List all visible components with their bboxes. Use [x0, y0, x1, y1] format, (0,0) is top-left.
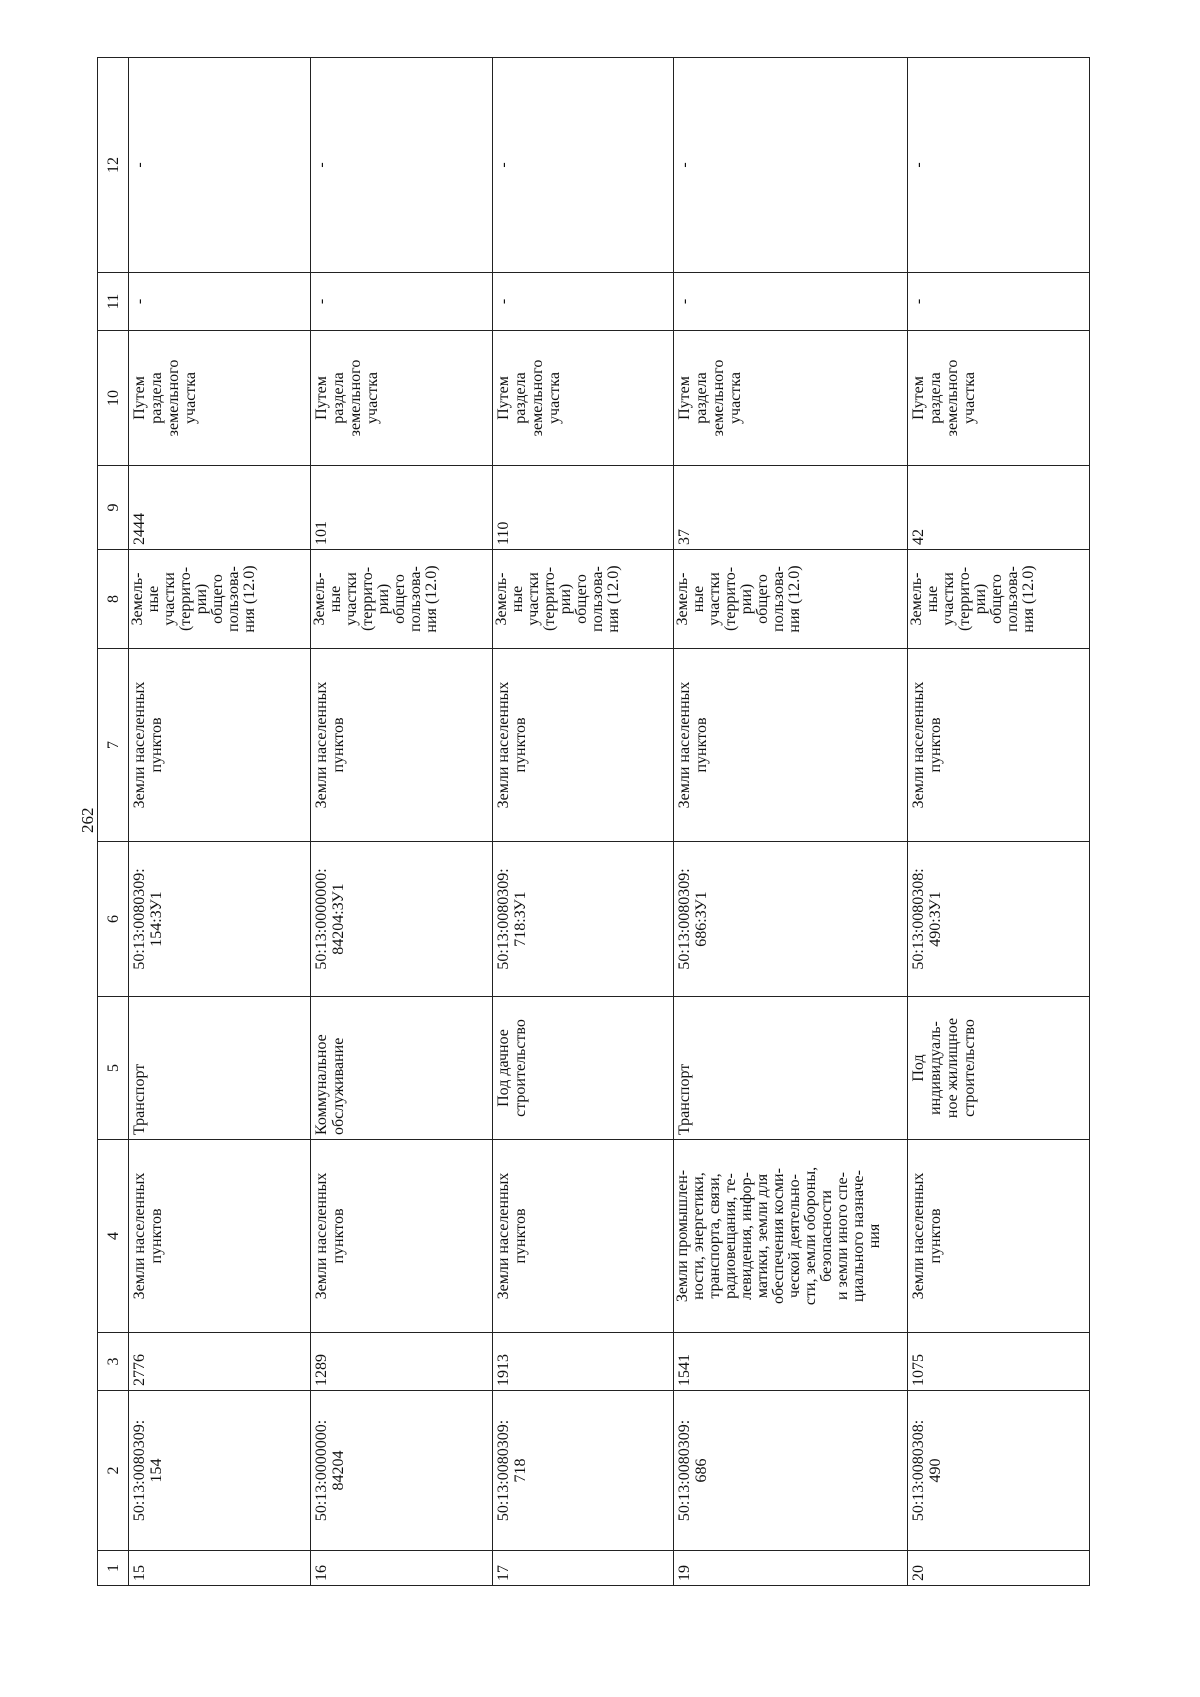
- new-use-cell: [674, 550, 908, 649]
- formation-method-cell: [492, 331, 674, 466]
- permitted-use-cell: [908, 997, 1090, 1140]
- header-cell-4: 4: [98, 1140, 129, 1333]
- new-area-cell: [310, 466, 492, 550]
- header-cell-10: 10: [98, 331, 129, 466]
- new-plot-number-cell: [492, 842, 674, 997]
- row-number: 17: [494, 1565, 512, 1581]
- cadastral-number: 50:13:0080309: 718: [494, 1419, 529, 1522]
- header-cell-11: 11: [98, 273, 129, 331]
- col12-cell: [310, 58, 492, 273]
- land-category: Земли населенных пунктов: [312, 1172, 347, 1300]
- land-category: Земли населенных пунктов: [494, 1172, 529, 1300]
- new-use: Земель- ные участки (террито- рии) общего пользова- ния (12.0): [492, 565, 622, 633]
- new-category: Земли населенных пунктов: [910, 681, 945, 809]
- land-category-cell: [674, 1140, 908, 1333]
- new-plot-number: 50:13:0080309: 686:ЗУ1: [676, 868, 711, 970]
- new-use: Земель- ные участки (террито- рии) общего пользова- ния (12.0): [908, 565, 1038, 633]
- col11-cell: [129, 273, 311, 331]
- new-use: Земель- ные участки (террито- рии) общего пользова- ния (12.0): [129, 565, 258, 633]
- rotated-table-wrapper: [97, 58, 1090, 1586]
- land-category: Земли промышлен- ности, энергетики, транспорта, связи, радиовещания, те- левидения, инфор- матики, земли для обеспечения косми- ческой деятельно- сти, земли обороны, безопасности и земли иного спе- циального назначе- ния: [674, 1166, 884, 1306]
- col11-value: -: [131, 298, 148, 305]
- new-area: 37: [676, 529, 694, 545]
- permitted-use: Коммунальное обслуживание: [312, 1034, 347, 1135]
- cadastral-number: 50:13:0000000: 84204: [312, 1419, 347, 1522]
- row-number-cell: [129, 1551, 311, 1586]
- land-category-cell: [129, 1140, 311, 1333]
- row-number: 19: [676, 1565, 694, 1581]
- row-number-cell: [908, 1551, 1090, 1586]
- cadastral-number: 50:13:0080309: 686: [676, 1419, 711, 1522]
- permitted-use-cell: [129, 997, 311, 1140]
- header-cell-2: 2: [98, 1391, 129, 1551]
- cadastral-number: 50:13:0080309: 154: [131, 1419, 165, 1522]
- permitted-use: Под дачное строительство: [494, 1019, 529, 1117]
- col12-value: -: [131, 162, 148, 168]
- header-cell-8: 8: [98, 550, 129, 649]
- col11-value: -: [494, 298, 512, 305]
- new-area-cell: [674, 466, 908, 550]
- col12-value: -: [494, 162, 512, 168]
- new-plot-number: 50:13:0000000: 84204:ЗУ1: [312, 868, 347, 970]
- cadastral-number-cell: [908, 1391, 1090, 1551]
- table-row: [129, 58, 311, 1586]
- col11-value: -: [910, 298, 928, 305]
- permitted-use-cell: [492, 997, 674, 1140]
- page-number: 262: [78, 807, 97, 833]
- header-cell-9: 9: [98, 466, 129, 550]
- formation-method: Путем раздела земельного участка: [131, 359, 199, 437]
- header-cell-7: 7: [98, 649, 129, 842]
- permitted-use: Транспорт: [131, 1063, 148, 1135]
- new-area: 2444: [131, 513, 148, 545]
- new-area-cell: [129, 466, 311, 550]
- area-cell: [492, 1333, 674, 1391]
- col11-cell: [310, 273, 492, 331]
- new-area: 42: [910, 529, 928, 545]
- cadastral-number-cell: [492, 1391, 674, 1551]
- new-area-cell: [908, 466, 1090, 550]
- formation-method-cell: [310, 331, 492, 466]
- permitted-use: Под индивидуаль- ное жилищное строительство: [910, 1017, 979, 1119]
- new-plot-number: 50:13:0080309: 718:ЗУ1: [494, 868, 529, 970]
- land-category-cell: [908, 1140, 1090, 1333]
- header-cell-1: 1: [98, 1551, 129, 1586]
- cadastral-number-cell: [674, 1391, 908, 1551]
- new-category: Земли населенных пунктов: [131, 681, 165, 809]
- new-use-cell: [129, 550, 311, 649]
- new-area-cell: [492, 466, 674, 550]
- table-row: [310, 58, 492, 1586]
- new-category: Земли населенных пунктов: [494, 681, 529, 809]
- col12-cell: [908, 58, 1090, 273]
- permitted-use-cell: [310, 997, 492, 1140]
- row-number-cell: [492, 1551, 674, 1586]
- col11-value: -: [312, 298, 330, 305]
- formation-method: Путем раздела земельного участка: [676, 359, 745, 437]
- header-cell-6: 6: [98, 842, 129, 997]
- header-cell-12: 12: [98, 58, 129, 273]
- row-number: 16: [312, 1565, 330, 1581]
- formation-method-cell: [674, 331, 908, 466]
- col12-cell: [674, 58, 908, 273]
- area-cell: [310, 1333, 492, 1391]
- row-number-cell: [310, 1551, 492, 1586]
- col12-cell: [492, 58, 674, 273]
- new-area: 110: [494, 521, 512, 545]
- area-cell: [129, 1333, 311, 1391]
- col12-value: -: [676, 162, 694, 168]
- land-category: Земли населенных пунктов: [131, 1172, 165, 1300]
- land-category: Земли населенных пунктов: [910, 1172, 945, 1300]
- permitted-use-cell: [674, 997, 908, 1140]
- col12-value: -: [910, 162, 928, 168]
- permitted-use: Транспорт: [676, 1063, 694, 1135]
- new-use: Земель- ные участки (террито- рии) общего пользова- ния (12.0): [310, 565, 440, 633]
- area-value: 2776: [131, 1354, 148, 1386]
- formation-method-cell: [129, 331, 311, 466]
- cadastral-number-cell: [129, 1391, 311, 1551]
- land-category-cell: [310, 1140, 492, 1333]
- cadastral-number-cell: [310, 1391, 492, 1551]
- col11-value: -: [676, 298, 694, 305]
- new-use: Земель- ные участки (террито- рии) общего пользова- ния (12.0): [674, 565, 804, 633]
- new-category-cell: [908, 649, 1090, 842]
- row-number: 20: [910, 1565, 928, 1581]
- header-cell-5: 5: [98, 997, 129, 1140]
- header-row: [98, 58, 129, 1586]
- formation-method: Путем раздела земельного участка: [910, 359, 979, 437]
- new-plot-number-cell: [129, 842, 311, 997]
- cadastral-number: 50:13:0080308: 490: [910, 1419, 945, 1522]
- new-category-cell: [674, 649, 908, 842]
- formation-method: Путем раздела земельного участка: [312, 359, 381, 437]
- new-category: Земли населенных пунктов: [312, 681, 347, 809]
- land-plots-table: [97, 57, 1090, 1586]
- new-use-cell: [492, 550, 674, 649]
- area-cell: [674, 1333, 908, 1391]
- new-use-cell: [908, 550, 1090, 649]
- formation-method: Путем раздела земельного участка: [494, 359, 563, 437]
- land-category-cell: [492, 1140, 674, 1333]
- col11-cell: [674, 273, 908, 331]
- new-plot-number-cell: [674, 842, 908, 997]
- area-value: 1289: [312, 1354, 330, 1386]
- new-plot-number-cell: [908, 842, 1090, 997]
- new-plot-number-cell: [310, 842, 492, 997]
- new-category-cell: [129, 649, 311, 842]
- new-category: Земли населенных пунктов: [676, 681, 711, 809]
- col12-cell: [129, 58, 311, 273]
- area-value: 1913: [494, 1354, 512, 1386]
- new-plot-number: 50:13:0080309: 154:ЗУ1: [131, 868, 165, 970]
- row-number-cell: [674, 1551, 908, 1586]
- new-plot-number: 50:13:0080308: 490:ЗУ1: [910, 868, 945, 970]
- new-use-cell: [310, 550, 492, 649]
- area-value: 1075: [910, 1354, 928, 1386]
- new-category-cell: [310, 649, 492, 842]
- row-number: 15: [131, 1565, 148, 1581]
- formation-method-cell: [908, 331, 1090, 466]
- table-row: [908, 58, 1090, 1586]
- header-cell-3: 3: [98, 1333, 129, 1391]
- area-cell: [908, 1333, 1090, 1391]
- table-row: [674, 58, 908, 1586]
- new-category-cell: [492, 649, 674, 842]
- col12-value: -: [312, 162, 330, 168]
- area-value: 1541: [676, 1354, 694, 1386]
- col11-cell: [908, 273, 1090, 331]
- table-row: [492, 58, 674, 1586]
- new-area: 101: [312, 521, 330, 545]
- col11-cell: [492, 273, 674, 331]
